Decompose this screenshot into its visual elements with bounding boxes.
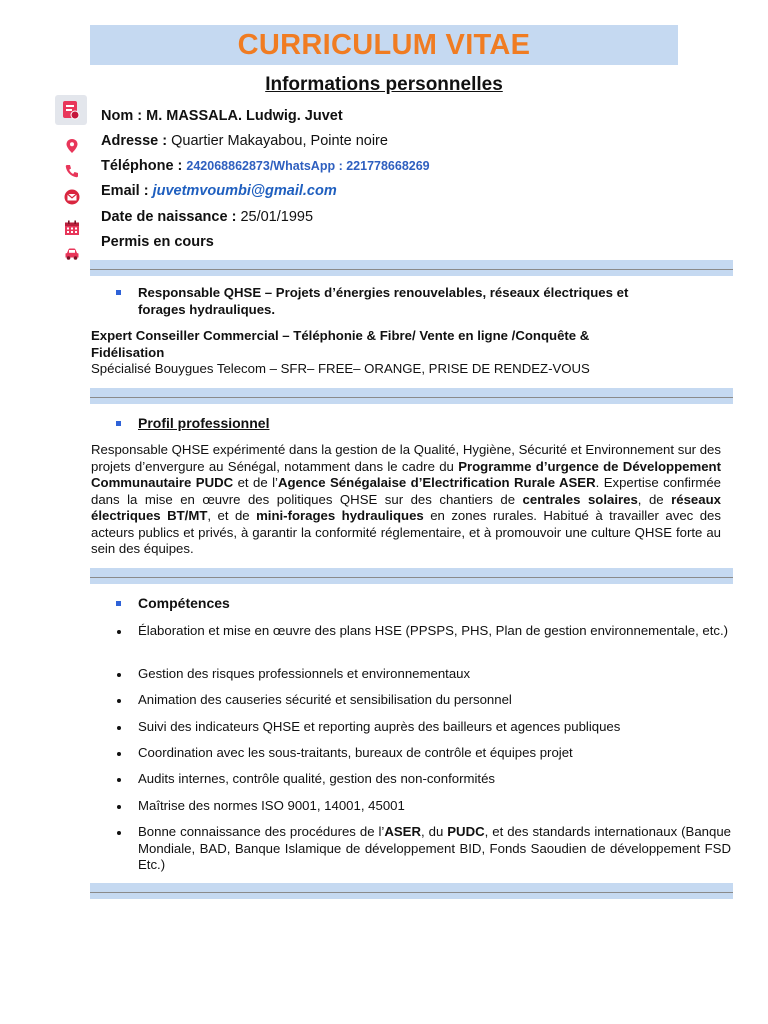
competence-item: Animation des causeries sécurité et sensibilisation du personnel bbox=[138, 692, 512, 707]
mail-icon bbox=[62, 187, 82, 207]
name-line: Nom : M. MASSALA. Ludwig. Juvet bbox=[101, 108, 343, 124]
bullet-dot bbox=[117, 778, 121, 782]
bullet-square bbox=[116, 601, 121, 606]
competence-item: Gestion des risques professionnels et environnementaux bbox=[138, 666, 471, 681]
role-title: Responsable QHSE – Projets d’énergies renouvelables, réseaux électriques et forages hydrauliques. bbox=[138, 285, 629, 317]
section-heading-personal: Informations personnelles bbox=[265, 74, 503, 95]
calendar-icon bbox=[62, 218, 82, 238]
bullet-dot bbox=[117, 831, 121, 835]
location-pin-icon bbox=[62, 136, 82, 156]
profil-heading: Profil professionnel bbox=[138, 415, 270, 431]
separator-band bbox=[90, 883, 733, 899]
profil-paragraph: Responsable QHSE expérimenté dans la gestion de la Qualité, Hygiène, Sécurité et Environnement sur des projets d’envergure au Sénégal, notamment dans le cadre du Programme d’urgence de Développement Communautaire PUDC et de l’Agence Sénégalaise d’Electrification Rurale ASER. Expertise confirmée dans la mise en œuvre des politiques QHSE sur des chantiers de centrales solaires, de réseaux électriques BT/MT, et de mini-forages hydrauliques en zones rurales. Habitué à travailler avec des acteurs publics et privés, à garantir la conformité réglementaire, et à promouvoir une culture QHSE forte au sein des équipes. bbox=[91, 442, 721, 556]
license-line: Permis en cours bbox=[101, 234, 214, 250]
bullet-square bbox=[116, 421, 121, 426]
email-link[interactable]: juvetmvoumbi@gmail.com bbox=[152, 183, 337, 199]
bullet-dot bbox=[117, 726, 121, 730]
birthdate-line: Date de naissance : 25/01/1995 bbox=[101, 209, 314, 225]
separator-band bbox=[90, 260, 733, 276]
competence-item: Bonne connaissance des procédures de l’ASER, du PUDC, et des standards internationaux (Banque Mondiale, BAD, Banque Islamique de développement BID, Fonds Saoudien de développement FSD Etc.) bbox=[138, 824, 731, 872]
bullet-dot bbox=[117, 805, 121, 809]
competence-item: Coordination avec les sous-traitants, bureaux de contrôle et équipes projet bbox=[138, 745, 573, 760]
phone-icon bbox=[62, 161, 82, 181]
competence-item: Maîtrise des normes ISO 9001, 14001, 45001 bbox=[138, 798, 405, 813]
specialisation: Spécialisé Bouygues Telecom – SFR– FREE– ORANGE, PRISE DE RENDEZ-VOUS bbox=[91, 361, 590, 376]
separator-band bbox=[90, 568, 733, 584]
bullet-dot bbox=[117, 673, 121, 677]
competence-item: Audits internes, contrôle qualité, gestion des non-conformités bbox=[138, 771, 495, 786]
address-line: Adresse : Quartier Makayabou, Pointe noire bbox=[101, 133, 388, 149]
cv-title: CURRICULUM VITAE bbox=[90, 25, 678, 65]
profile-card-icon bbox=[55, 95, 87, 125]
bullet-dot bbox=[117, 630, 121, 634]
bullet-dot bbox=[117, 752, 121, 756]
competence-item: Élaboration et mise en œuvre des plans HSE (PPSPS, PHS, Plan de gestion environnementale, etc.) bbox=[138, 623, 729, 638]
car-icon bbox=[62, 244, 82, 264]
phone-line: Téléphone : 242068862873/WhatsApp : 221778668269 bbox=[101, 158, 430, 174]
email-line: Email : juvetmvoumbi@gmail.com bbox=[101, 183, 337, 199]
bullet-dot bbox=[117, 699, 121, 703]
expert-title: Expert Conseiller Commercial – Téléphonie & Fibre/ Vente en ligne /Conquête & Fidélisation bbox=[91, 328, 590, 360]
competences-heading: Compétences bbox=[138, 595, 230, 611]
competence-item: Suivi des indicateurs QHSE et reporting auprès des bailleurs et agences publiques bbox=[138, 719, 621, 734]
separator-band bbox=[90, 388, 733, 404]
bullet-square bbox=[116, 290, 121, 295]
